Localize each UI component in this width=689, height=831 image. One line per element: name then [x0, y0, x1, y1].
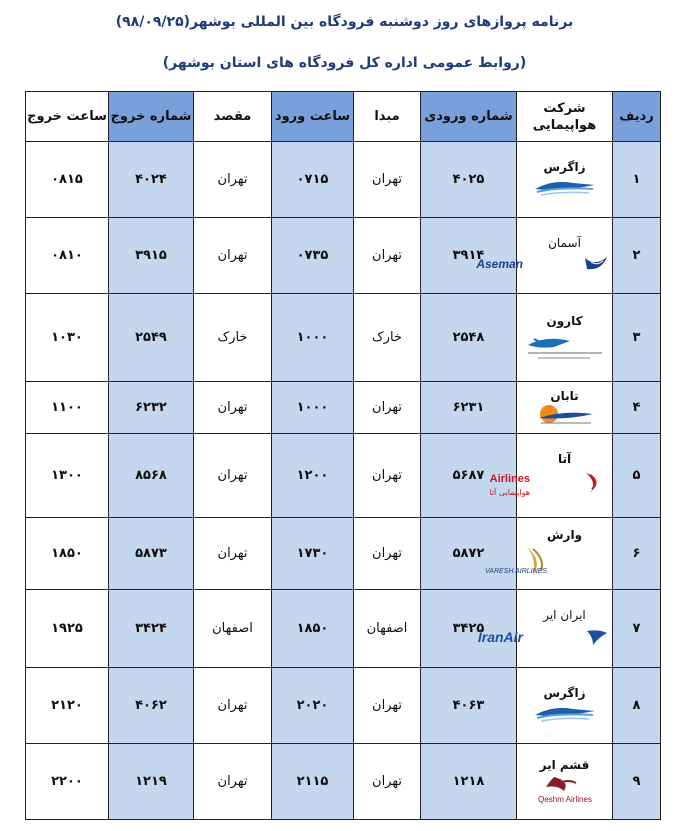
destination: تهران — [194, 382, 272, 434]
origin: اصفهان — [354, 590, 421, 668]
zagros-logo-icon — [533, 703, 597, 725]
taban-logo-icon — [533, 404, 597, 426]
table-row — [26, 744, 661, 820]
row-number: ۲ — [613, 218, 661, 294]
arrival-time: ۰۷۳۵ — [272, 218, 354, 294]
departure-time: ۱۱۰۰ — [26, 382, 109, 434]
iranair-logo-text: IranAir — [477, 629, 523, 645]
departure-flight: ۳۹۱۵ — [109, 218, 194, 294]
table-row — [26, 142, 661, 218]
origin: تهران — [354, 434, 421, 518]
table-row — [26, 434, 661, 518]
origin: تهران — [354, 142, 421, 218]
origin: تهران — [354, 668, 421, 744]
arrival-flight: ۴۰۲۵ — [421, 142, 517, 218]
arrival-flight: ۴۰۶۳ — [421, 668, 517, 744]
origin: تهران — [354, 382, 421, 434]
departure-time: ۲۲۰۰ — [26, 744, 109, 820]
page-subtitle: (روابط عمومی اداره کل فرودگاه های استان بوشهر) — [162, 55, 527, 71]
departure-time: ۲۱۲۰ — [26, 668, 109, 744]
destination: خارک — [194, 294, 272, 382]
departure-time: ۱۳۰۰ — [26, 434, 109, 518]
destination: تهران — [194, 218, 272, 294]
flight-schedule-table — [25, 91, 661, 820]
origin: تهران — [354, 744, 421, 820]
origin: خارک — [354, 294, 421, 382]
airline-name: آسمان — [548, 236, 581, 250]
departure-flight: ۸۵۶۸ — [109, 434, 194, 518]
table-row — [26, 518, 661, 590]
airline-name: زاگرس — [543, 686, 586, 700]
airline-cell — [475, 218, 613, 294]
airline-cell — [517, 668, 613, 744]
departure-time: ۰۸۱۰ — [26, 218, 109, 294]
table-header-row — [26, 92, 661, 142]
destination: اصفهان — [194, 590, 272, 668]
header-departure-time: ساعت خروج — [26, 92, 109, 142]
origin: تهران — [354, 518, 421, 590]
table-row — [26, 382, 661, 434]
airline-name: تابان — [550, 389, 579, 403]
departure-time: ۱۸۵۰ — [26, 518, 109, 590]
arrival-flight: ۵۶۸۷ — [421, 434, 517, 518]
varesh-logo-icon — [484, 545, 607, 579]
aseman-logo-icon — [475, 253, 609, 275]
departure-time: ۰۸۱۵ — [26, 142, 109, 218]
destination: تهران — [194, 434, 272, 518]
airline-cell — [517, 382, 613, 434]
departure-flight: ۲۵۴۹ — [109, 294, 194, 382]
row-number: ۸ — [613, 668, 661, 744]
airline-name: قشم ایر — [539, 758, 590, 772]
departure-flight: ۱۲۱۹ — [109, 744, 194, 820]
ata-logo-subtext: هواپیمایی آتا — [488, 488, 530, 497]
table-row — [26, 294, 661, 382]
row-number: ۹ — [613, 744, 661, 820]
departure-time: ۱۹۲۵ — [26, 590, 109, 668]
arrival-flight: ۱۲۱۸ — [421, 744, 517, 820]
destination: تهران — [194, 142, 272, 218]
arrival-time: ۱۸۵۰ — [272, 590, 354, 668]
arrival-flight: ۶۲۳۱ — [421, 382, 517, 434]
destination: تهران — [194, 518, 272, 590]
varesh-logo-text: VARESH AIRLINES — [484, 568, 547, 575]
row-number: ۳ — [613, 294, 661, 382]
departure-flight: ۴۰۲۴ — [109, 142, 194, 218]
departure-flight: ۵۸۷۳ — [109, 518, 194, 590]
arrival-time: ۱۲۰۰ — [272, 434, 354, 518]
qeshm-logo-icon — [524, 775, 606, 805]
header-row-number: ردیف — [613, 92, 661, 142]
header-departure-flight: شماره خروج — [109, 92, 194, 142]
arrival-time: ۱۷۳۰ — [272, 518, 354, 590]
destination: تهران — [194, 668, 272, 744]
departure-flight: ۳۴۲۴ — [109, 590, 194, 668]
arrival-time: ۱۰۰۰ — [272, 382, 354, 434]
header-airline: شرکت هواپیمایی — [517, 92, 613, 142]
destination: تهران — [194, 744, 272, 820]
qeshm-logo-text: Qeshm Airlines — [537, 795, 592, 804]
airline-name: کارون — [546, 314, 583, 328]
zagros-logo-icon — [533, 177, 597, 199]
airline-cell — [517, 744, 613, 820]
karun-logo-icon — [524, 331, 606, 361]
airline-name: زاگرس — [543, 160, 586, 174]
arrival-flight: ۳۹۱۴ — [421, 218, 517, 294]
ata-logo-icon — [488, 469, 606, 499]
origin: تهران — [354, 218, 421, 294]
airline-cell — [484, 518, 613, 590]
header-destination: مقصد — [194, 92, 272, 142]
header-origin: مبدا — [354, 92, 421, 142]
departure-flight: ۶۲۳۲ — [109, 382, 194, 434]
iranair-logo-icon — [477, 625, 609, 649]
row-number: ۴ — [613, 382, 661, 434]
aseman-logo-text: Aseman — [475, 257, 523, 271]
row-number: ۶ — [613, 518, 661, 590]
airline-cell — [477, 590, 613, 668]
header-arrival-flight: شماره ورودی — [421, 92, 517, 142]
airline-cell — [517, 142, 613, 218]
table-row — [26, 590, 661, 668]
airline-cell — [488, 434, 613, 518]
row-number: ۵ — [613, 434, 661, 518]
departure-time: ۱۰۳۰ — [26, 294, 109, 382]
arrival-time: ۰۷۱۵ — [272, 142, 354, 218]
airline-name: ایران ایر — [543, 608, 586, 622]
arrival-flight: ۳۴۲۵ — [421, 590, 517, 668]
table-row — [26, 218, 661, 294]
arrival-flight: ۵۸۷۲ — [421, 518, 517, 590]
airline-cell — [517, 294, 613, 382]
arrival-time: ۱۰۰۰ — [272, 294, 354, 382]
arrival-flight: ۲۵۴۸ — [421, 294, 517, 382]
arrival-time: ۲۱۱۵ — [272, 744, 354, 820]
ata-logo-text: Airlines — [489, 473, 530, 485]
row-number: ۱ — [613, 142, 661, 218]
airline-name: آتا — [557, 452, 572, 466]
page-title: برنامه پروازهای روز دوشنبه فرودگاه بین المللی بوشهر(۹۸/۰۹/۲۵) — [115, 14, 574, 30]
departure-flight: ۴۰۶۲ — [109, 668, 194, 744]
arrival-time: ۲۰۲۰ — [272, 668, 354, 744]
row-number: ۷ — [613, 590, 661, 668]
header-arrival-time: ساعت ورود — [272, 92, 354, 142]
airline-name: وارش — [546, 528, 583, 542]
table-row — [26, 668, 661, 744]
